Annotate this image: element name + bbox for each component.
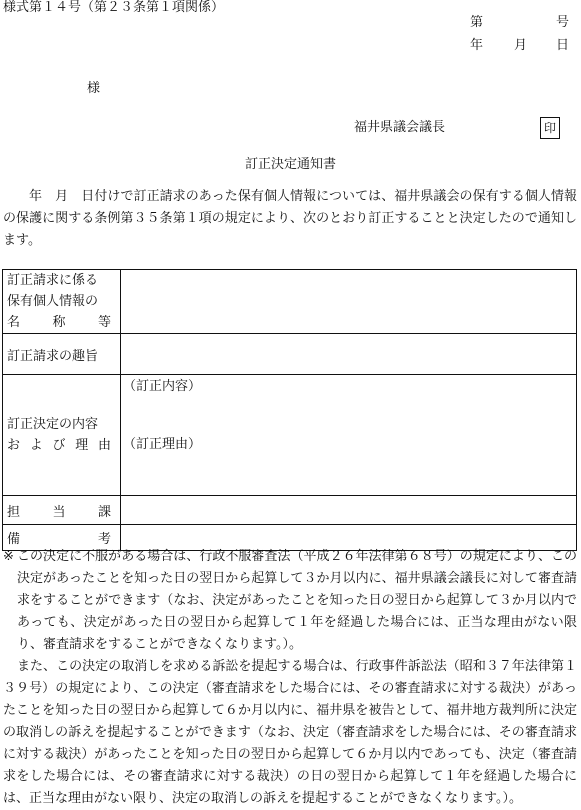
row-label-info-name xyxy=(3,270,121,334)
correction-reason-label: （訂正理由） xyxy=(123,437,202,452)
note-item xyxy=(3,546,577,656)
row-label-request-purpose xyxy=(3,334,121,375)
row-label-line: 訂正請求に係る xyxy=(7,273,99,288)
label-char: 称 xyxy=(52,315,66,330)
label-char: 理 xyxy=(75,438,89,453)
date-day-label: 日 xyxy=(556,38,570,53)
row-label-line: 訂正決定の内容 xyxy=(7,417,99,432)
date-month-label: 月 xyxy=(514,38,528,53)
label-char: 課 xyxy=(97,504,111,520)
label-char: 考 xyxy=(97,532,111,547)
document-number-prefix: 第 xyxy=(470,15,484,30)
note-mark: ※ xyxy=(3,549,14,564)
row-label-department xyxy=(3,496,121,525)
intro-paragraph xyxy=(3,186,577,252)
issuer-name: 福井県議会議長 xyxy=(354,120,446,135)
row-label-text: 訂正請求の趣旨 xyxy=(7,348,99,364)
label-char: よ xyxy=(29,438,43,453)
label-char: び xyxy=(52,438,66,453)
table-row xyxy=(3,270,577,334)
notes-section xyxy=(3,546,577,810)
info-name-field[interactable] xyxy=(121,270,577,334)
request-purpose-field[interactable] xyxy=(121,334,577,375)
row-label-line: 保有個人情報の xyxy=(7,294,99,309)
correction-content-label: （訂正内容） xyxy=(123,379,202,394)
label-char: 由 xyxy=(97,438,111,453)
decision-table xyxy=(2,269,577,551)
row-label-spread xyxy=(7,312,111,333)
label-char: お xyxy=(7,438,21,453)
addressee-honorific: 様 xyxy=(87,81,101,96)
label-char: 等 xyxy=(97,315,111,330)
document-number-suffix: 号 xyxy=(556,15,570,30)
seal-stamp-box: 印 xyxy=(540,117,560,139)
row-label-spread xyxy=(7,528,111,547)
form-number-label: 様式第１４号（第２３条第１項関係） xyxy=(3,0,225,15)
row-label-spread xyxy=(7,435,111,456)
label-char: 名 xyxy=(7,315,21,330)
row-label-spread xyxy=(7,501,111,520)
document-title: 訂正決定通知書 xyxy=(244,157,336,172)
table-row xyxy=(3,496,577,525)
note-text-appeal: この決定に不服がある場合は、行政不服審査法（平成２６年法律第６８号）の規定により、この決定があったことを知った日の翌日から起算して３か月以内に、福井県議会議長に対して審査請求をすることができます（なお、決定があったことを知った日の翌日から起算して３か月以内であっても、決定があった日の翌日から起算して１年を経過した場合には、正当な理由がない限り、審査請求をすることができなくなります。）。 xyxy=(17,549,577,652)
row-label-decision-content xyxy=(3,375,121,496)
table-row xyxy=(3,334,577,375)
table-row xyxy=(3,375,577,496)
decision-content-field[interactable] xyxy=(121,375,577,496)
department-field[interactable] xyxy=(121,496,577,525)
label-char: 備 xyxy=(7,532,21,547)
note-text-lawsuit: また、この決定の取消しを求める訴訟を提起する場合は、行政事件訴訟法（昭和３７年法律第１３９号）の規定により、この決定（審査請求をした場合には、その審査請求に対する裁決）があったことを知った日の翌日から起算して６か月以内に、福井県を被告として、福井地方裁判所に決定の取消しの訴えを提起することができます（なお、決定（審査請求をした場合には、その審査請求に対する裁決）があったことを知った日の翌日から起算して６か月以内であっても、決定（審査請求をした場合には、その審査請求に対する裁決）の日の翌日から起算して１年を経過した場合には、正当な理由がない限り、決定の取消しの訴えを提起することができなくなります。）。 xyxy=(3,659,577,806)
intro-text: 年 月 日付けで訂正請求のあった保有個人情報については、福井県議会の保有する個人情報の保護に関する条例第３５条第１項の規定により、次のとおり訂正することと決定したので通知します。 xyxy=(3,189,577,248)
label-char: 当 xyxy=(52,504,66,520)
date-year-label: 年 xyxy=(470,38,484,53)
label-char: 担 xyxy=(7,504,21,520)
